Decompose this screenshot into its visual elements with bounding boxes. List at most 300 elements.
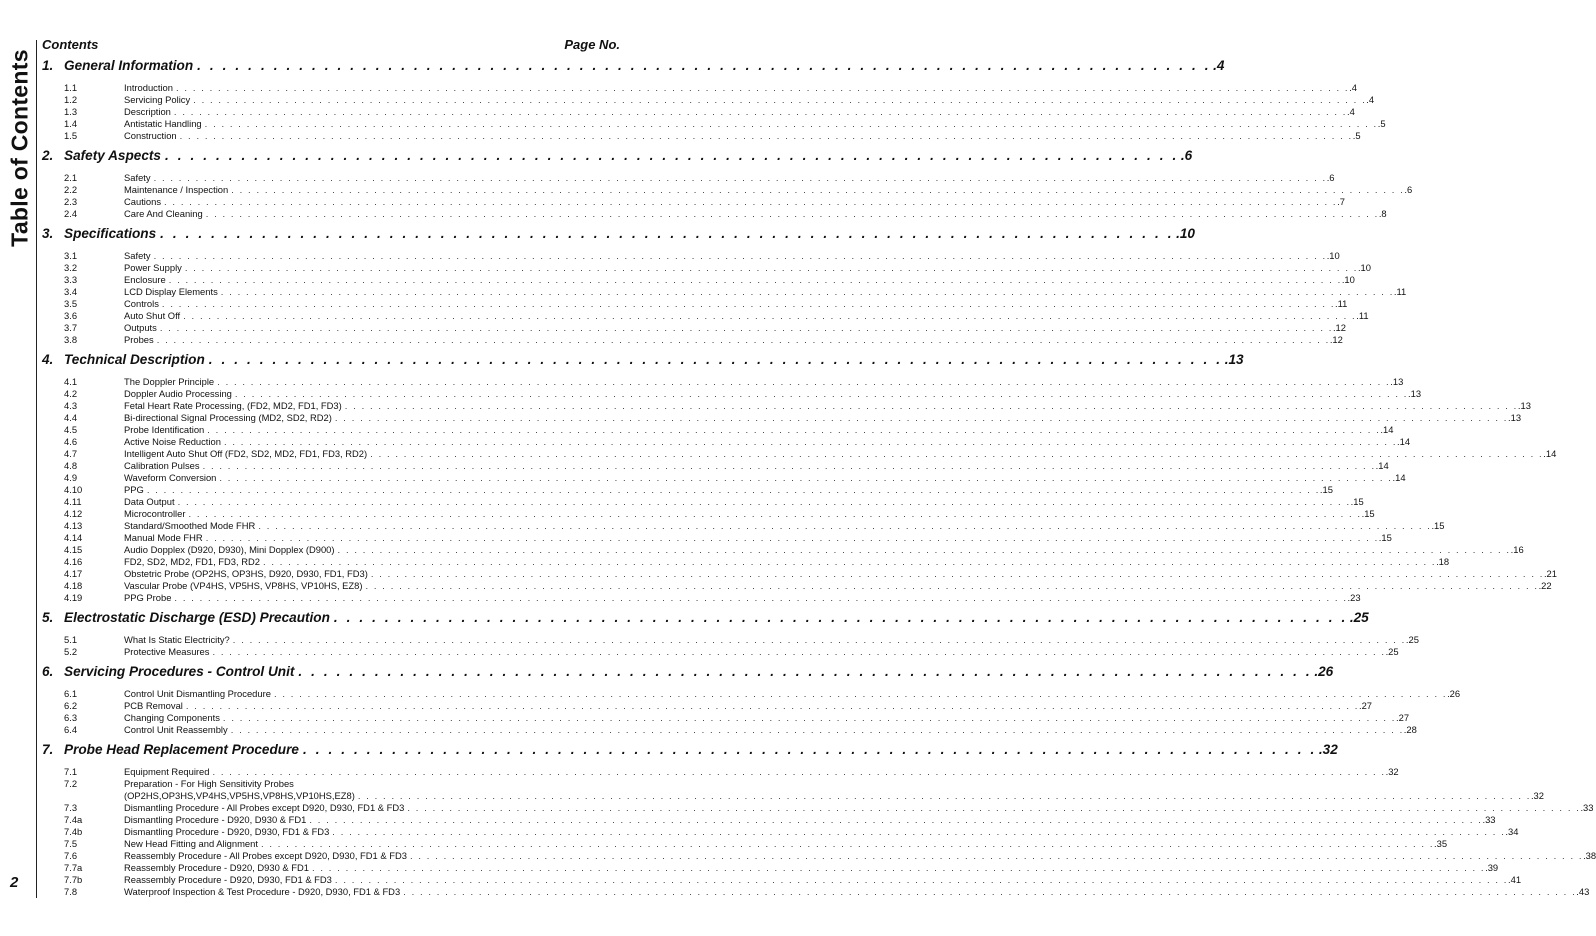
section-entries bbox=[42, 763, 1596, 898]
dot-leader: . . . . . . . . . . . . . . . . . . . . . . . . . . . . . . . . . . . . . . . . . . . . . . . . . . . . . . . . . . . . . . . . . . . . . . . . . . . . . . . . . . . . . . . . . . . . . . . . . . . . . . . . . . . . . . . . . . . . . . . . . . . . . . . . . . . . . . . . . . . . bbox=[223, 436, 1398, 447]
toc-entry[interactable] bbox=[42, 802, 1594, 814]
entry-number: 7.4a bbox=[64, 814, 83, 825]
entry-number: 3.1 bbox=[64, 250, 78, 261]
entry-page: .11 bbox=[1393, 286, 1407, 297]
toc-entry[interactable] bbox=[42, 94, 1375, 106]
entry-page: .35 bbox=[1434, 838, 1448, 849]
toc-entry[interactable] bbox=[42, 556, 1450, 568]
toc-entry[interactable] bbox=[42, 184, 1413, 196]
entry-number: 2.4 bbox=[64, 208, 78, 219]
toc-entry[interactable] bbox=[42, 274, 1355, 286]
entry-label: Waveform Conversion bbox=[124, 472, 217, 483]
entry-page: .11 bbox=[1335, 298, 1348, 309]
dot-leader: . . . . . . . . . . . . . . . . . . . . . . . . . . . . . . . . . . . . . . . . . . . . . . . . . . . . . . . . . . . . . . . . . . . . . . . . . . . . . . . . . . . . . . . . . . . . . . . . . . . . . . . . . . . . . . . . . . . . . . . . . . . . . . . . . . . . . . . . . . . . bbox=[262, 556, 1437, 567]
section-entries bbox=[42, 169, 1413, 220]
toc-entry[interactable] bbox=[42, 106, 1355, 118]
section-title: Servicing Procedures - Control Unit bbox=[64, 664, 295, 679]
entry-number: 4.16 bbox=[64, 556, 83, 567]
dot-leader: . . . . . . . . . . . . . . . . . . . . . . . . . . . . . . . . . . . . . . . . . . . . . . . . . . . . . . . . . . . . . . . . . . . . . . . . . . . . . . . . . . . . . . . . . . . . . . . . . . . . . . . . . . . . . . . . . . . . . . . . . . . . . . . . . . . . . . . . . . . . bbox=[334, 412, 1508, 423]
entry-page: .43 bbox=[1576, 886, 1590, 897]
entry-number: 4.17 bbox=[64, 568, 83, 579]
toc-entry[interactable] bbox=[42, 412, 1522, 424]
entry-page: .10 bbox=[1326, 250, 1340, 261]
entry-page: .25 bbox=[1405, 634, 1419, 645]
dot-leader: . . . . . . . . . . . . . . . . . . . . . . . . . . . . . . . . . . . . . . . . . . . . . . . . . . . . . . . . . . . . . . . . . . . . . . . . . . . . . . . . . . . . . . . . . . . . . . . . . . . . . . . . . . . . . . . . . . . . . . . . . . . . . . . . . . . . . . . . . . . . bbox=[153, 172, 1327, 183]
entry-label: Antistatic Handling bbox=[124, 118, 202, 129]
toc-entry[interactable] bbox=[42, 592, 1361, 604]
entry-page: .27 bbox=[1358, 700, 1373, 711]
toc-entry[interactable] bbox=[42, 196, 1345, 208]
entry-page: .33 bbox=[1482, 814, 1496, 825]
dot-leader: . . . . . . . . . . . . . . . . . . . . . . . . . . . . . . . . . . . . . . . . . . . . . . . . . . . . . . . . . . . . . . . . . . . . . . . . . . . . . . . . . . . . . . . . . . . . . . . . . . . . . . . . . . . . . . . . . . . . . . . . . . . . . . . . . . . . . . . . . . . . bbox=[370, 448, 1544, 459]
entry-page: .27 bbox=[1396, 712, 1410, 723]
section-page: .26 bbox=[1314, 664, 1334, 679]
section-number: 3. bbox=[42, 226, 54, 241]
entry-number: 4.12 bbox=[64, 508, 83, 519]
section-entries bbox=[42, 685, 1461, 736]
dot-leader: . . . . . . . . . . . . . . . . . . . . . . . . . . . . . . . . . . . . . . . . . . . . . . . . . . . . . . . . . . . . . . . . . . . . . . . . . . . . . . . . . . . . . . . . . . . . . . . . . . . . . . . . . . . . . . . . . . . . . . . . . . . . . . . . . . . . . . . . . . . . bbox=[207, 424, 1381, 435]
entry-page: .13 bbox=[1408, 388, 1422, 399]
entry-number: 6.1 bbox=[64, 688, 78, 699]
toc-entry[interactable] bbox=[42, 496, 1364, 508]
entry-label: LCD Display Elements bbox=[124, 286, 218, 297]
toc-entry[interactable] bbox=[42, 130, 1361, 142]
entry-page: .39 bbox=[1485, 862, 1499, 873]
toc-entry[interactable] bbox=[42, 472, 1406, 484]
entry-page: .28 bbox=[1403, 724, 1417, 735]
toc-entry[interactable] bbox=[42, 814, 1496, 826]
section-page: .10 bbox=[1176, 226, 1195, 241]
toc-entry[interactable] bbox=[42, 790, 1544, 802]
entry-label: The Doppler Principle bbox=[124, 376, 215, 387]
dot-leader: . . . . . . . . . . . . . . . . . . . . . . . . . . . . . . . . . . . . . . . . . . . . . . . . . . . . . . . . . . . . . . . . . . . . . . . . . . . . . . . . . . . . . . . . . . . . . . . . . . . . . . . . . . . . . . . . . . . . . . . . . . . . . . . . . . . . . . . . . . . . bbox=[177, 496, 1351, 507]
section-entries bbox=[42, 247, 1407, 346]
toc-entry[interactable] bbox=[42, 838, 1448, 850]
entry-label: Protective Measures bbox=[124, 646, 210, 657]
dot-leader: . . . . . . . . . . . . . . . . . . . . . . . . . . . . . . . . . . . . . . . . . . . . . . . . . . . . . . . . . . . . . . . . . . . . . . . . . . . . . . . . . . . . . . . . . . . . . . . . . . . . . . . . . . . . . . . . . . . . . . . . . . . . . . . . . . . . . . . . . . . . bbox=[212, 646, 1386, 657]
dot-leader: . . . . . . . . . . . . . . . . . . . . . . . . . . . . . . . . . . . . . . . . . . . . . . . . . . . . . . . . . . . . . . . . . . . . . . . . . . . . . . . . . . . . . . . . . . . . . . . . . . . . . . . . . . . . . . . . . . . . . . . . . . . . . . . . . . . . . . . . . . . . bbox=[311, 862, 1486, 873]
dot-leader: . . . . . . . . . . . . . . . . . . . . . . . . . . . . . . . . . . . . . . . . . . . . . . . . . . . . . . . . . . . . . . . . . . . . . . . . . . . . . . . . bbox=[333, 610, 1348, 625]
dot-leader: . . . . . . . . . . . . . . . . . . . . . . . . . . . . . . . . . . . . . . . . . . . . . . . . . . . . . . . . . . . . . . . . . . . . . . . . . . . . . . . . . . . . . . . . . . . . . . . . . . . . . . . . . . . . . . . . . . . . . . . . . . . . . . . . . . . . . . . . . . . . bbox=[222, 712, 1397, 723]
entry-label: Safety bbox=[124, 172, 151, 183]
entry-page: .14 bbox=[1543, 448, 1557, 459]
toc-entry[interactable] bbox=[42, 424, 1394, 436]
entry-number: 1.2 bbox=[64, 94, 78, 105]
section-title-row[interactable] bbox=[42, 226, 1195, 247]
toc-entry[interactable] bbox=[42, 262, 1371, 274]
entry-number: 2.3 bbox=[64, 196, 78, 207]
entry-number: 4.3 bbox=[64, 400, 78, 411]
toc-entry[interactable] bbox=[42, 568, 1557, 580]
entry-page: .15 bbox=[1350, 496, 1364, 507]
entry-label: Control Unit Reassembly bbox=[124, 724, 228, 735]
toc-section bbox=[42, 226, 1407, 352]
entry-page: .14 bbox=[1397, 436, 1411, 447]
entry-page: .25 bbox=[1385, 646, 1399, 657]
entry-number: 3.2 bbox=[64, 262, 78, 273]
section-title: Safety Aspects bbox=[64, 148, 161, 163]
entry-page: .34 bbox=[1505, 826, 1519, 837]
entry-number: 4.2 bbox=[64, 388, 78, 399]
toc-entry[interactable] bbox=[42, 400, 1531, 412]
entry-label: Safety bbox=[124, 250, 151, 261]
entry-number: 2.2 bbox=[64, 184, 78, 195]
entry-number: 4.8 bbox=[64, 460, 78, 471]
entry-page: .12 bbox=[1332, 322, 1346, 333]
section-number: 6. bbox=[42, 664, 54, 679]
entry-number: 4.1 bbox=[64, 376, 78, 387]
entry-page: .32 bbox=[1530, 790, 1544, 801]
dot-leader: . . . . . . . . . . . . . . . . . . . . . . . . . . . . . . . . . . . . . . . . . . . . . . . . . . . . . . . . . . . . . . . . . . . . . . . . . . . . . . . . . . . . . . . . . . . . . . . . . . . . . . . . . . . . . . . . . . . . . . . . . . . . . . . . . . . . . . . . . . . . bbox=[204, 118, 1378, 129]
dot-leader: . . . . . . . . . . . . . . . . . . . . . . . . . . . . . . . . . . . . . . . . . . . . . . . . . . . . . . . . . . . . . . . . . . . . . . . . . . . . . . . . . . . . . . . . . . . . . . . . . . . . . . . . . . . . . . . . . . . . . . . . . . . . . . . . . . . . . . . . . . . . bbox=[173, 106, 1348, 117]
vertical-rule bbox=[36, 40, 37, 898]
dot-leader: . . . . . . . . . . . . . . . . . . . . . . . . . . . . . . . . . . . . . . . . . . . . . . . . . . . . . . . . . . . . . . . . . . . . . . . . . . . . . . . . . . . . . . . . . . . . . . . . . . . . . . . . . . . . . . . . . . . . . . . . . . . . . . . . . . . . . . . . . . . . bbox=[193, 94, 1367, 105]
toc-entry[interactable] bbox=[42, 874, 1522, 886]
entry-label: FD2, SD2, MD2, FD1, FD3, RD2 bbox=[124, 556, 260, 567]
entry-number: 1.1 bbox=[64, 82, 78, 93]
entry-label: Active Noise Reduction bbox=[124, 436, 221, 447]
dot-leader: . . . . . . . . . . . . . . . . . . . . . . . . . . . . . . . . . . . . . . . . . . . . . . . . . . . . . . . . . . . . . . . . . . . . . . . . . . . . . . . . . . . . . . . . . . . . . . . . . . . . . . . . . . . . . . . . . . . . . . . . . . . . . . . . . . . . . . . . . . . . bbox=[220, 286, 1394, 297]
toc-entry[interactable] bbox=[42, 250, 1340, 262]
dot-leader: . . . . . . . . . . . . . . . . . . . . . . . . . . . . . . . . . . . . . . . . . . . . . . . . . . . . . . . . . . . . . . . . . . . . . . . . . . . . . . . . . . . . . . . . . . . . . . . . . . . . . . . . . . . . . . . . . . . . . . . . . . . . . . . . . . . . . . . . . . . . bbox=[337, 544, 1511, 555]
entry-label: Doppler Audio Processing bbox=[124, 388, 232, 399]
dot-leader: . . . . . . . . . . . . . . . . . . . . . . . . . . . . . . . . . . . . . . . . . . . . . . . . . . . . . . . . . . . . . . . . . . . . . . . . . . . . . . . . bbox=[197, 58, 1212, 73]
side-title bbox=[3, 42, 37, 254]
dot-leader: . . . . . . . . . . . . . . . . . . . . . . . . . . . . . . . . . . . . . . . . . . . . . . . . . . . . . . . . . . . . . . . . . . . . . . . . . . . . . . . . . . . . . . . . . . . . . . . . . . . . . . . . . . . . . . . . . . . . . . . . . . . . . . . . . . . . . . . . . . . . bbox=[205, 208, 1379, 219]
dot-leader: . . . . . . . . . . . . . . . . . . . . . . . . . . . . . . . . . . . . . . . . . . . . . . . . . . . . . . . . . . . . . . . . . . . . . . . . . . . . . . . . . . . . . . . . . . . . . . . . . . . . . . . . . . . . . . . . . . . . . . . . . . . . . . . . . . . . . . . . . . . . bbox=[231, 184, 1405, 195]
entry-number: 4.11 bbox=[64, 496, 82, 507]
dot-leader: . . . . . . . . . . . . . . . . . . . . . . . . . . . . . . . . . . . . . . . . . . . . . . . . . . . . . . . . . . . . . . . . . . . . . . . . . . . . . . . . . . . . . . . . . . . . . . . . . . . . . . . . . . . . . . . . . . . . . . . . . . . . . . . . . . . . . . . . . . . . bbox=[219, 472, 1393, 483]
dot-leader: . . . . . . . . . . . . . . . . . . . . . . . . . . . . . . . . . . . . . . . . . . . . . . . . . . . . . . . . . . . . . . . . . . . . . . . . . . . . . . . . . . . . . . . . . . . . . . . . . . . . . . . . . . . . . . . . . . . . . . . . . . . . . . . . . . . . . . . . . . . . bbox=[156, 334, 1330, 345]
toc-entry[interactable] bbox=[42, 700, 1373, 712]
entry-label: What Is Static Electricity? bbox=[124, 634, 230, 645]
dot-leader: . . . . . . . . . . . . . . . . . . . . . . . . . . . . . . . . . . . . . . . . . . . . . . . . . . . . . . . . . . . . . . . . . . . . . . . . . . . . . . . . bbox=[160, 226, 1175, 241]
entry-number: 7.2 bbox=[64, 778, 78, 789]
dot-leader: . . . . . . . . . . . . . . . . . . . . . . . . . . . . . . . . . . . . . . . . . . . . . . . . . . . . . . . . . . . . . . . . . . . . . . . . . . . . . . . . . . . . . . . . . . . . . . . . . . . . . . . . . . . . . . . . . . . . . . . . . . . . . . . . . . . . . . . . . . . . bbox=[344, 400, 1518, 411]
toc-section bbox=[42, 742, 1596, 904]
dot-leader: . . . . . . . . . . . . . . . . . . . . . . . . . . . . . . . . . . . . . . . . . . . . . . . . . . . . . . . . . . . . . . . . . . . . . . . . . . . . . . . . . . . . . . . . . . . . . . . . . . . . . . . . . . . . . . . . . . . . . . . . . . . . . . . . . . . . . . . . . . . . bbox=[184, 262, 1358, 273]
entry-label: (OP2HS,OP3HS,VP4HS,VP5HS,VP8HS,VP10HS,EZ8) bbox=[124, 790, 355, 801]
entry-label: Maintenance / Inspection bbox=[124, 184, 229, 195]
entry-label: Cautions bbox=[124, 196, 162, 207]
entry-number: 4.10 bbox=[64, 484, 83, 495]
toc-entry[interactable] bbox=[42, 778, 620, 790]
entry-label: Preparation - For High Sensitivity Probes bbox=[124, 778, 294, 789]
entry-number: 4.19 bbox=[64, 592, 83, 603]
entry-label: Auto Shut Off bbox=[124, 310, 181, 321]
entry-number: 2.1 bbox=[64, 172, 78, 183]
entry-page: .32 bbox=[1385, 766, 1399, 777]
entry-label: Control Unit Dismantling Procedure bbox=[124, 688, 271, 699]
entry-number: 4.7 bbox=[64, 448, 78, 459]
entry-number: 3.8 bbox=[64, 334, 78, 345]
section-title-row[interactable] bbox=[42, 610, 1369, 631]
entry-page: .18 bbox=[1436, 556, 1450, 567]
dot-leader: . . . . . . . . . . . . . . . . . . . . . . . . . . . . . . . . . . . . . . . . . . . . . . . . . . . . . . . . . . . . . . . . . . . . . . . . . . . . . . . . bbox=[298, 664, 1313, 679]
dot-leader: . . . . . . . . . . . . . . . . . . . . . . . . . . . . . . . . . . . . . . . . . . . . . . . . . . . . . . . . . . . . . . . . . . . . . . . . . . . . . . . . . . . . . . . . . . . . . . . . . . . . . . . . . . . . . . . . . . . . . . . . . . . . . . . . . . . . . . . . . . . . bbox=[403, 886, 1577, 897]
section-number: 7. bbox=[42, 742, 54, 757]
entry-page: .15 bbox=[1361, 508, 1375, 519]
section-title-row[interactable] bbox=[42, 58, 1225, 79]
entry-label: Microcontroller bbox=[124, 508, 186, 519]
entry-number: 6.4 bbox=[64, 724, 78, 735]
entry-label: New Head Fitting and Alignment bbox=[124, 838, 258, 849]
toc-entry[interactable] bbox=[42, 448, 1557, 460]
section-entries bbox=[42, 373, 1557, 604]
entry-page: .41 bbox=[1508, 874, 1522, 885]
toc-entry[interactable] bbox=[42, 286, 1407, 298]
entry-number: 4.4 bbox=[64, 412, 78, 423]
section-title-row[interactable] bbox=[42, 352, 1244, 373]
entry-number: 4.5 bbox=[64, 424, 78, 435]
dot-leader: . . . . . . . . . . . . . . . . . . . . . . . . . . . . . . . . . . . . . . . . . . . . . . . . . . . . . . . . . . . . . . . . . . . . . . . . . . . . . . . . . . . . . . . . . . . . . . . . . . . . . . . . . . . . . . . . . . . . . . . . . . . . . . . . . . . . . . . . . . . . bbox=[332, 826, 1506, 837]
entry-label: Reassembly Procedure - D920, D930 & FD1 bbox=[124, 862, 309, 873]
section-title: Probe Head Replacement Procedure bbox=[64, 742, 299, 757]
entry-number: 6.3 bbox=[64, 712, 78, 723]
dot-leader: . . . . . . . . . . . . . . . . . . . . . . . . . . . . . . . . . . . . . . . . . . . . . . . . . . . . . . . . . . . . . . . . . . . . . . . . . . . . . . . . . . . . . . . . . . . . . . . . . . . . . . . . . . . . . . . . . . . . . . . . . . . . . . . . . . . . . . . . . . . . bbox=[357, 790, 1531, 801]
entry-label: Audio Dopplex (D920, D930), Mini Dopplex (D900) bbox=[124, 544, 335, 555]
toc-entry[interactable] bbox=[42, 484, 1333, 496]
entry-label: Enclosure bbox=[124, 274, 166, 285]
dot-leader: . . . . . . . . . . . . . . . . . . . . . . . . . . . . . . . . . . . . . . . . . . . . . . . . . . . . . . . . . . . . . . . . . . . . . . . . . . . . . . . . . . . . . . . . . . . . . . . . . . . . . . . . . . . . . . . . . . . . . . . . . . . . . . . . . . . . . . . . . . . . bbox=[370, 568, 1544, 579]
entry-number: 1.5 bbox=[64, 130, 78, 141]
toc-entry[interactable] bbox=[42, 322, 1346, 334]
entry-page: .4 bbox=[1347, 106, 1355, 117]
entry-page: .22 bbox=[1538, 580, 1552, 591]
toc-entry[interactable] bbox=[42, 376, 1404, 388]
dot-leader: . . . . . . . . . . . . . . . . . . . . . . . . . . . . . . . . . . . . . . . . . . . . . . . . . . . . . . . . . . . . . . . . . . . . . . . . . . . . . . . . . . . . . . . . . . . . . . . . . . . . . . . . . . . . . . . . . . . . . . . . . . . . . . . . . . . . . . . . . . . . bbox=[176, 82, 1350, 93]
entry-number: 7.4b bbox=[64, 826, 83, 837]
entry-page: .26 bbox=[1447, 688, 1461, 699]
toc-entry[interactable] bbox=[42, 634, 1419, 646]
entry-label: Controls bbox=[124, 298, 159, 309]
section-page: .32 bbox=[1318, 742, 1338, 757]
entry-label: Obstetric Probe (OP2HS, OP3HS, D920, D930, FD1, FD3) bbox=[124, 568, 368, 579]
toc-entry[interactable] bbox=[42, 508, 1375, 520]
dot-leader: . . . . . . . . . . . . . . . . . . . . . . . . . . . . . . . . . . . . . . . . . . . . . . . . . . . . . . . . . . . . . . . . . . . . . . . . . . . . . . . . bbox=[164, 148, 1179, 163]
entry-page: .6 bbox=[1404, 184, 1413, 195]
entry-number: 3.7 bbox=[64, 322, 78, 333]
toc-entry[interactable] bbox=[42, 724, 1417, 736]
dot-leader: . . . . . . . . . . . . . . . . . . . . . . . . . . . . . . . . . . . . . . . . . . . . . . . . . . . . . . . . . . . . . . . . . . . . . . . . . . . . . . . . . . . . . . . . . . . . . . . . . . . . . . . . . . . . . . . . . . . . . . . . . . . . . . . . . . . . . . . . . . . . bbox=[234, 388, 1408, 399]
section-title: Electrostatic Discharge (ESD) Precaution bbox=[64, 610, 330, 625]
toc-entry[interactable] bbox=[42, 118, 1386, 130]
dot-leader: . . . . . . . . . . . . . . . . . . . . . . . . . . . . . . . . . . . . . . . . . . . . . . . . . . . . . . . . . . . . . . . . . . . . . . . . . . . . . . . . bbox=[302, 742, 1317, 757]
toc-entry[interactable] bbox=[42, 532, 1392, 544]
entry-label: PCB Removal bbox=[124, 700, 183, 711]
toc-entry[interactable] bbox=[42, 460, 1389, 472]
section-title-row[interactable] bbox=[42, 664, 1334, 685]
entry-label: Servicing Policy bbox=[124, 94, 191, 105]
entry-page: .4 bbox=[1349, 82, 1357, 93]
entry-label: PPG Probe bbox=[124, 592, 172, 603]
entry-label: Dismantling Procedure - D920, D930 & FD1 bbox=[124, 814, 307, 825]
entry-number: 1.4 bbox=[64, 118, 78, 129]
dot-leader: . . . . . . . . . . . . . . . . . . . . . . . . . . . . . . . . . . . . . . . . . . . . . . . . . . . . . . . . . . . . . . . . . . . . . . . . . . . . . . . . . . . . . . . . . . . . . . . . . . . . . . . . . . . . . . . . . . . . . . . . . . . . . . . . . . . . . . . . . . . . bbox=[230, 724, 1404, 735]
entry-number: 7.6 bbox=[64, 850, 78, 861]
toc-section bbox=[42, 610, 1419, 664]
entry-page: .5 bbox=[1377, 118, 1386, 129]
toc-entry[interactable] bbox=[42, 688, 1461, 700]
entry-page: .11 bbox=[1356, 310, 1369, 321]
entry-page: .33 bbox=[1580, 802, 1594, 813]
toc-entry[interactable] bbox=[42, 544, 1524, 556]
entry-number: 7.7a bbox=[64, 862, 83, 873]
toc-entry[interactable] bbox=[42, 712, 1410, 724]
section-title: Technical Description bbox=[64, 352, 205, 367]
entry-page: .13 bbox=[1508, 412, 1522, 423]
entry-label: Vascular Probe (VP4HS, VP5HS, VP8HS, VP10HS, EZ8) bbox=[124, 580, 363, 591]
dot-leader: . . . . . . . . . . . . . . . . . . . . . . . . . . . . . . . . . . . . . . . . . . . . . . . . . . . . . . . . . . . . . . . . . . . . . . . . . . . . . . . . . . . . . . . . . . . . . . . . . . . . . . . . . . . . . . . . . . . . . . . . . . . . . . . . . . . . . . . . . . . . bbox=[365, 580, 1539, 591]
entry-label: Description bbox=[124, 106, 171, 117]
section-number: 4. bbox=[42, 352, 54, 367]
dot-leader: . . . . . . . . . . . . . . . . . . . . . . . . . . . . . . . . . . . . . . . . . . . . . . . . . . . . . . . . . . . . . . . . . . . . . . . . . . . . . . . . . . . . . . . . . . . . . . . . . . . . . . . . . . . . . . . . . . . . . . . . . . . . . . . . . . . . . . . . . . . . bbox=[179, 130, 1353, 141]
dot-leader: . . . . . . . . . . . . . . . . . . . . . . . . . . . . . . . . . . . . . . . . . . . . . . . . . . . . . . . . . . . . . . . . . . . . . . . . . . . . . . . . . . . . . . . . . . . . . . . . . . . . . . . . . . . . . . . . . . . . . . . . . . . . . . . . . . . . . . . . . . . . bbox=[260, 838, 1435, 849]
dot-leader: . . . . . . . . . . . . . . . . . . . . . . . . . . . . . . . . . . . . . . . . . . . . . . . . . . . . . . . . . . . . . . . . . . . . . . . . . . . . . . . . . . . . . . . . . . . . . . . . . . . . . . . . . . . . . . . . . . . . . . . . . . . . . . . . . . . . . . . . . . . . bbox=[212, 766, 1386, 777]
entry-number: 4.9 bbox=[64, 472, 78, 483]
entry-number: 5.1 bbox=[64, 634, 78, 645]
entry-number: 7.3 bbox=[64, 802, 78, 813]
section-gap bbox=[42, 898, 620, 904]
entry-page: .7 bbox=[1337, 196, 1345, 207]
toc-entry[interactable] bbox=[42, 646, 1399, 658]
entry-page: .14 bbox=[1392, 472, 1406, 483]
entry-number: 4.15 bbox=[64, 544, 83, 555]
dot-leader: . . . . . . . . . . . . . . . . . . . . . . . . . . . . . . . . . . . . . . . . . . . . . . . . . . . . . . . . . . . . . . . . . . . . . . . . . . . . . . . . . . . . . . . . . . . . . . . . . . . . . . . . . . . . . . . . . . . . . . . . . . . . . . . . . . . . . . . . . . . . bbox=[153, 250, 1327, 261]
toc-entry[interactable] bbox=[42, 886, 1590, 898]
contents-heading: Contents bbox=[42, 37, 99, 52]
toc-entry[interactable] bbox=[42, 298, 1348, 310]
entry-number: 6.2 bbox=[64, 700, 78, 711]
toc-entry[interactable] bbox=[42, 388, 1422, 400]
entry-label: Dismantling Procedure - All Probes except D920, D930, FD1 & FD3 bbox=[124, 802, 405, 813]
dot-leader: . . . . . . . . . . . . . . . . . . . . . . . . . . . . . . . . . . . . . . . . . . . . . . . . . . . . . . . . . . . . . . . . . . . . . . . . . . . . . . . . bbox=[208, 352, 1223, 367]
entry-page: .15 bbox=[1319, 484, 1333, 495]
toc-section bbox=[42, 148, 1413, 226]
section-page: .4 bbox=[1213, 58, 1225, 73]
entry-page: .4 bbox=[1366, 94, 1375, 105]
toc-entry[interactable] bbox=[42, 862, 1499, 874]
entry-number: 7.5 bbox=[64, 838, 78, 849]
section-title: General Information bbox=[64, 58, 194, 73]
dot-leader: . . . . . . . . . . . . . . . . . . . . . . . . . . . . . . . . . . . . . . . . . . . . . . . . . . . . . . . . . . . . . . . . . . . . . . . . . . . . . . . . . . . . . . . . . . . . . . . . . . . . . . . . . . . . . . . . . . . . . . . . . . . . . . . . . . . . . . . . . . . . bbox=[168, 274, 1342, 285]
toc-entry[interactable] bbox=[42, 310, 1369, 322]
contents-main bbox=[42, 37, 1596, 904]
section-number: 2. bbox=[42, 148, 54, 163]
dot-leader: . . . . . . . . . . . . . . . . . . . . . . . . . . . . . . . . . . . . . . . . . . . . . . . . . . . . . . . . . . . . . . . . . . . . . . . . . . . . . . . . . . . . . . . . . . . . . . . . . . . . . . . . . . . . . . . . . . . . . . . . . . . . . . . . . . . . . . . . . . . . bbox=[258, 520, 1432, 531]
dot-leader: . . . . . . . . . . . . . . . . . . . . . . . . . . . . . . . . . . . . . . . . . . . . . . . . . . . . . . . . . . . . . . . . . . . . . . . . . . . . . . . . . . . . . . . . . . . . . . . . . . . . . . . . . . . . . . . . . . . . . . . . . . . . . . . . . . . . . . . . . . . . bbox=[183, 310, 1357, 321]
toc-entry[interactable] bbox=[42, 334, 1343, 346]
entry-label: Outputs bbox=[124, 322, 157, 333]
entry-number: 7.7b bbox=[64, 874, 83, 885]
entry-label: Probe Identification bbox=[124, 424, 205, 435]
entry-page: .12 bbox=[1329, 334, 1343, 345]
sections-list bbox=[42, 58, 1596, 904]
toc-entry[interactable] bbox=[42, 520, 1445, 532]
toc-entry[interactable] bbox=[42, 826, 1519, 838]
section-page: .6 bbox=[1180, 148, 1193, 163]
entry-label: Introduction bbox=[124, 82, 173, 93]
entry-page: .5 bbox=[1352, 130, 1361, 141]
entry-label: Changing Components bbox=[124, 712, 220, 723]
entry-label: Care And Cleaning bbox=[124, 208, 203, 219]
entry-label: Probes bbox=[124, 334, 154, 345]
entry-label: Equipment Required bbox=[124, 766, 210, 777]
entry-number: 5.2 bbox=[64, 646, 78, 657]
section-number: 5. bbox=[42, 610, 54, 625]
dot-leader: . . . . . . . . . . . . . . . . . . . . . . . . . . . . . . . . . . . . . . . . . . . . . . . . . . . . . . . . . . . . . . . . . . . . . . . . . . . . . . . . . . . . . . . . . . . . . . . . . . . . . . . . . . . . . . . . . . . . . . . . . . . . . . . . . . . . . . . . . . . . bbox=[407, 802, 1581, 813]
entry-page: .14 bbox=[1380, 424, 1394, 435]
contents-header bbox=[42, 37, 620, 52]
dot-leader: . . . . . . . . . . . . . . . . . . . . . . . . . . . . . . . . . . . . . . . . . . . . . . . . . . . . . . . . . . . . . . . . . . . . . . . . . . . . . . . . . . . . . . . . . . . . . . . . . . . . . . . . . . . . . . . . . . . . . . . . . . . . . . . . . . . . . . . . . . . . bbox=[188, 508, 1362, 519]
entry-page: .23 bbox=[1347, 592, 1361, 603]
entry-page: .38 bbox=[1583, 850, 1596, 861]
entry-label: Bi-directional Signal Processing (MD2, SD2, RD2) bbox=[124, 412, 332, 423]
toc-section bbox=[42, 58, 1386, 148]
toc-section bbox=[42, 352, 1557, 610]
entry-page: .21 bbox=[1543, 568, 1557, 579]
side-title-text: Table of Contents bbox=[6, 49, 33, 247]
entry-label: Manual Mode FHR bbox=[124, 532, 203, 543]
entry-label: Standard/Smoothed Mode FHR bbox=[124, 520, 256, 531]
entry-number: 7.8 bbox=[64, 886, 78, 897]
entry-label: Construction bbox=[124, 130, 177, 141]
entry-label: PPG bbox=[124, 484, 144, 495]
entry-number: 7.1 bbox=[64, 766, 78, 777]
toc-entry[interactable] bbox=[42, 436, 1411, 448]
dot-leader: . . . . . . . . . . . . . . . . . . . . . . . . . . . . . . . . . . . . . . . . . . . . . . . . . . . . . . . . . . . . . . . . . . . . . . . . . . . . . . . . . . . . . . . . . . . . . . . . . . . . . . . . . . . . . . . . . . . . . . . . . . . . . . . . . . . . . . . . . . . . bbox=[164, 196, 1338, 207]
section-number: 1. bbox=[42, 58, 54, 73]
entry-label: Dismantling Procedure - D920, D930, FD1 & FD3 bbox=[124, 826, 330, 837]
dot-leader: . . . . . . . . . . . . . . . . . . . . . . . . . . . . . . . . . . . . . . . . . . . . . . . . . . . . . . . . . . . . . . . . . . . . . . . . . . . . . . . . . . . . . . . . . . . . . . . . . . . . . . . . . . . . . . . . . . . . . . . . . . . . . . . . . . . . . . . . . . . . bbox=[309, 814, 1483, 825]
toc-entry[interactable] bbox=[42, 766, 1399, 778]
entry-page: .14 bbox=[1375, 460, 1389, 471]
dot-leader: . . . . . . . . . . . . . . . . . . . . . . . . . . . . . . . . . . . . . . . . . . . . . . . . . . . . . . . . . . . . . . . . . . . . . . . . . . . . . . . . . . . . . . . . . . . . . . . . . . . . . . . . . . . . . . . . . . . . . . . . . . . . . . . . . . . . . . . . . . . . bbox=[217, 376, 1391, 387]
dot-leader: . . . . . . . . . . . . . . . . . . . . . . . . . . . . . . . . . . . . . . . . . . . . . . . . . . . . . . . . . . . . . . . . . . . . . . . . . . . . . . . . . . . . . . . . . . . . . . . . . . . . . . . . . . . . . . . . . . . . . . . . . . . . . . . . . . . . . . . . . . . . bbox=[205, 532, 1379, 543]
section-title-row[interactable] bbox=[42, 742, 1338, 763]
entry-number: 3.6 bbox=[64, 310, 78, 321]
entry-page: .8 bbox=[1378, 208, 1387, 219]
section-page: .25 bbox=[1349, 610, 1369, 625]
dot-leader: . . . . . . . . . . . . . . . . . . . . . . . . . . . . . . . . . . . . . . . . . . . . . . . . . . . . . . . . . . . . . . . . . . . . . . . . . . . . . . . . . . . . . . . . . . . . . . . . . . . . . . . . . . . . . . . . . . . . . . . . . . . . . . . . . . . . . . . . . . . . bbox=[409, 850, 1584, 861]
entry-page: .10 bbox=[1357, 262, 1371, 273]
entry-number: 3.3 bbox=[64, 274, 78, 285]
entry-label: Reassembly Procedure - All Probes except D920, D930, FD1 & FD3 bbox=[124, 850, 407, 861]
toc-entry[interactable] bbox=[42, 850, 1596, 862]
entry-page: .13 bbox=[1390, 376, 1404, 387]
section-title-row[interactable] bbox=[42, 148, 1193, 169]
entry-number: 4.18 bbox=[64, 580, 83, 591]
dot-leader: . . . . . . . . . . . . . . . . . . . . . . . . . . . . . . . . . . . . . . . . . . . . . . . . . . . . . . . . . . . . . . . . . . . . . . . . . . . . . . . . . . . . . . . . . . . . . . . . . . . . . . . . . . . . . . . . . . . . . . . . . . . . . . . . . . . . . . . . . . . . bbox=[161, 298, 1336, 309]
entry-page: .16 bbox=[1510, 544, 1524, 555]
page-no-heading: Page No. bbox=[564, 37, 620, 52]
toc-entry[interactable] bbox=[42, 172, 1335, 184]
section-title: Specifications bbox=[64, 226, 157, 241]
toc-entry[interactable] bbox=[42, 82, 1357, 94]
entry-label: Data Output bbox=[124, 496, 175, 507]
dot-leader: . . . . . . . . . . . . . . . . . . . . . . . . . . . . . . . . . . . . . . . . . . . . . . . . . . . . . . . . . . . . . . . . . . . . . . . . . . . . . . . . . . . . . . . . . . . . . . . . . . . . . . . . . . . . . . . . . . . . . . . . . . . . . . . . . . . . . . . . . . . . bbox=[202, 460, 1376, 471]
entry-page: .6 bbox=[1326, 172, 1335, 183]
entry-number: 4.6 bbox=[64, 436, 78, 447]
toc-entry[interactable] bbox=[42, 580, 1552, 592]
toc-entry[interactable] bbox=[42, 208, 1387, 220]
entry-number: 3.5 bbox=[64, 298, 78, 309]
dot-leader: . . . . . . . . . . . . . . . . . . . . . . . . . . . . . . . . . . . . . . . . . . . . . . . . . . . . . . . . . . . . . . . . . . . . . . . . . . . . . . . . . . . . . . . . . . . . . . . . . . . . . . . . . . . . . . . . . . . . . . . . . . . . . . . . . . . . . . . . . . . . bbox=[174, 592, 1348, 603]
entry-number: 1.3 bbox=[64, 106, 78, 117]
entry-label: Reassembly Procedure - D920, D930, FD1 & FD3 bbox=[124, 874, 332, 885]
entry-number: 4.13 bbox=[64, 520, 83, 531]
entry-label: Intelligent Auto Shut Off (FD2, SD2, MD2, FD1, FD3, RD2) bbox=[124, 448, 368, 459]
